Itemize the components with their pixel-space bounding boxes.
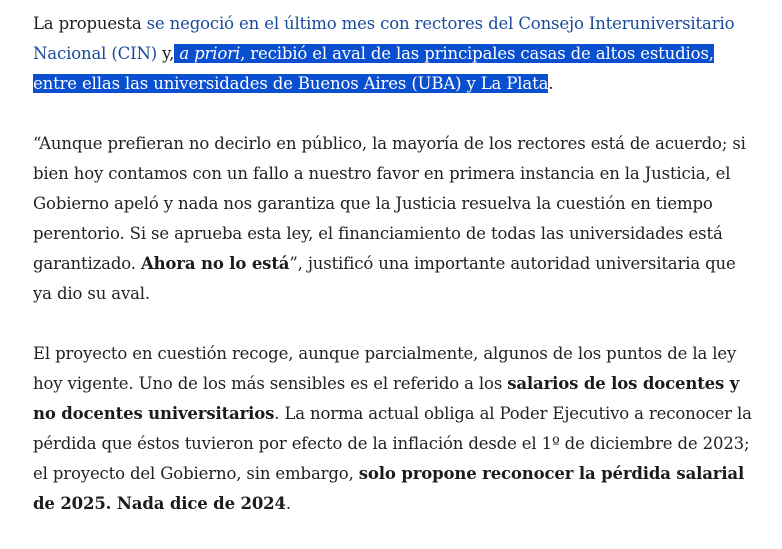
paragraph-text: ”, justificó una importante autoridad universitaria que ya dio su aval.: [33, 254, 736, 303]
paragraph-quote: [33, 129, 758, 309]
paragraph-salaries: [33, 339, 758, 519]
bold-proposal: solo propone reconocer la pérdida salarial de 2025. Nada dice de 2024: [33, 464, 745, 513]
link-cin-negotiation[interactable]: se negoció en el último mes con rectores del Consejo Interuniversitario Nacional (CIN): [33, 14, 735, 63]
paragraph-text: . La norma actual obliga al Poder Ejecutivo a reconocer la pérdida que éstos tuvieron por efecto de la inflación desde el 1º de diciembre de 2023; el proyecto del Gobierno, sin embargo,: [33, 404, 752, 483]
paragraph-cin-proposal: [33, 9, 758, 99]
bold-emphasis: Ahora no lo está: [140, 254, 290, 273]
selected-text: , recibió el aval de las principales casas de altos estudios, entre ellas las universidades de Buenos Aires (UBA) y La Plata: [33, 44, 714, 93]
paragraph-text: y,: [157, 44, 175, 63]
paragraph-text: La propuesta: [33, 14, 147, 33]
paragraph-text: .: [548, 74, 554, 93]
paragraph-text: El proyecto en cuestión recoge, aunque parcialmente, algunos de los puntos de la ley hoy vigente. Uno de los más sensibles es el referido a los: [33, 344, 737, 393]
quote-text: “Aunque prefieran no decirlo en público, la mayoría de los rectores está de acuerdo; si bien hoy contamos con un fallo a nuestro favor en primera instancia en la Justicia, el Gobierno apeló y nada nos garantiza que la Justicia resuelva la cuestión en tiempo perentorio. Si se aprueba esta ley, el financiamiento de todas las universidades está garantizado.: [33, 134, 746, 273]
link-a-priori[interactable]: a priori: [179, 44, 241, 63]
article-body: [33, 9, 758, 549]
paragraph-text: .: [285, 494, 291, 513]
bold-salaries: salarios de los docentes y no docentes universitarios: [33, 374, 740, 423]
